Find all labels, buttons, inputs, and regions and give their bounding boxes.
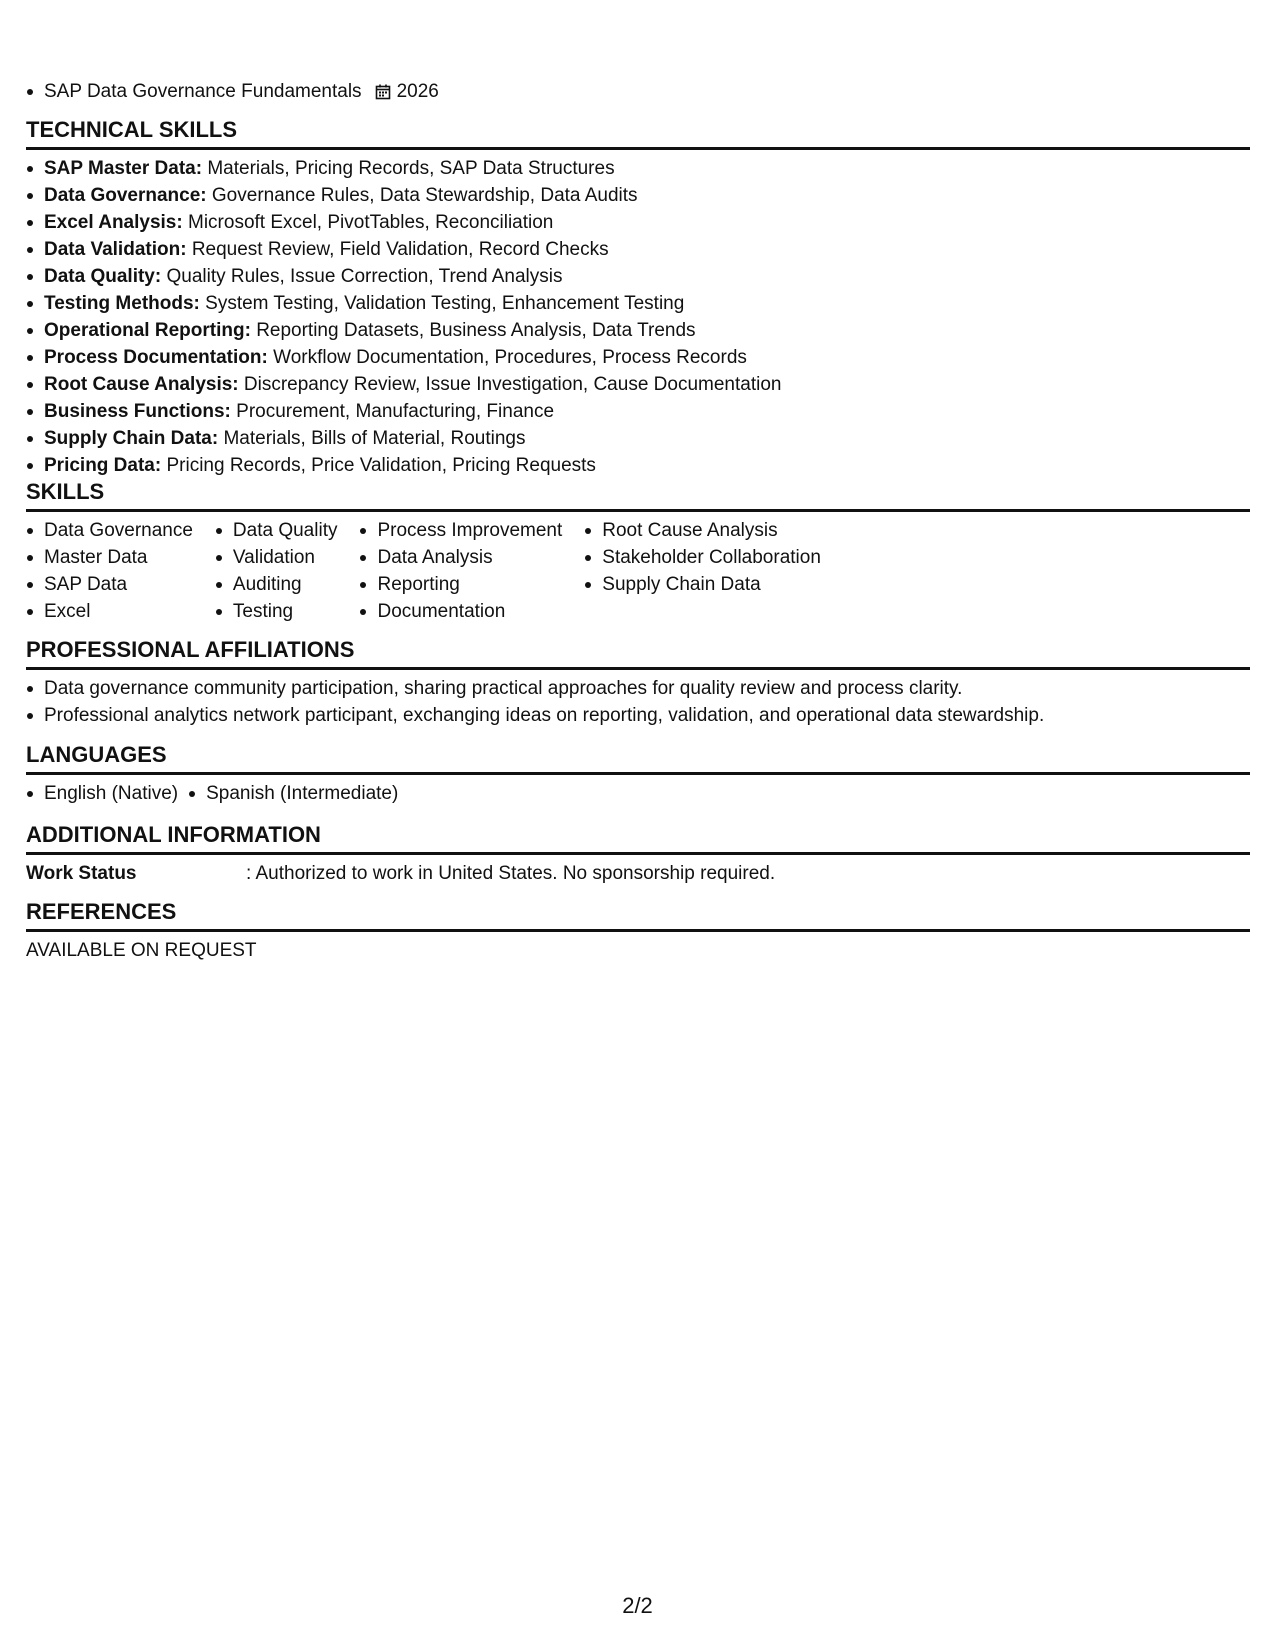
skills-column [215, 517, 338, 625]
technical-skill-item [44, 209, 1250, 236]
additional-info-section [26, 821, 1250, 887]
technical-skill-value: Materials, Pricing Records, SAP Data Structures [207, 158, 615, 179]
languages-list [26, 780, 1250, 807]
certification-item [44, 78, 439, 105]
technical-skill-label: Supply Chain Data: [44, 428, 219, 449]
skills-column [359, 517, 562, 625]
technical-skill-value: Request Review, Field Validation, Record Checks [191, 239, 609, 260]
skill-item: Validation [233, 544, 338, 571]
technical-skill-item [44, 290, 1250, 317]
technical-skill-value: Quality Rules, Issue Correction, Trend Analysis [166, 266, 563, 287]
technical-skill-value: Discrepancy Review, Issue Investigation, Cause Documentation [243, 374, 782, 395]
technical-skill-value: Procurement, Manufacturing, Finance [236, 401, 555, 422]
technical-skill-item [44, 317, 1250, 344]
skills-column [584, 517, 821, 625]
technical-skills-list [26, 155, 1250, 479]
technical-skill-item [44, 371, 1250, 398]
skill-item: Data Governance [44, 517, 193, 544]
technical-skill-label: Business Functions: [44, 401, 231, 422]
skill-item: Reporting [377, 571, 562, 598]
technical-skills-section [26, 116, 1250, 479]
technical-skill-item [44, 344, 1250, 371]
language-item: Spanish (Intermediate) [206, 780, 398, 807]
affiliation-item: Data governance community participation, sharing practical approaches for quality review and process clarity. [44, 675, 1250, 702]
work-status-value: : Authorized to work in United States. No sponsorship required. [246, 863, 776, 884]
skill-item: Testing [233, 598, 338, 625]
technical-skill-label: SAP Master Data: [44, 158, 203, 179]
technical-skill-value: Governance Rules, Data Stewardship, Data Audits [211, 185, 638, 206]
technical-skill-value: Microsoft Excel, PivotTables, Reconciliation [188, 212, 554, 233]
skill-item: Root Cause Analysis [602, 517, 821, 544]
technical-skill-label: Excel Analysis: [44, 212, 183, 233]
references-section [26, 898, 1250, 964]
certification-name: SAP Data Governance Fundamentals [44, 81, 362, 102]
technical-skill-value: Materials, Bills of Material, Routings [223, 428, 526, 449]
additional-info-heading: ADDITIONAL INFORMATION [26, 821, 1250, 855]
affiliations-section [26, 636, 1250, 729]
work-status-label: Work Status [26, 863, 137, 884]
skill-item: Supply Chain Data [602, 571, 821, 598]
technical-skill-label: Data Validation: [44, 239, 187, 260]
technical-skill-item [44, 155, 1250, 182]
technical-skill-label: Root Cause Analysis: [44, 374, 239, 395]
skill-item: Auditing [233, 571, 338, 598]
skill-item: Master Data [44, 544, 193, 571]
technical-skill-value: Workflow Documentation, Procedures, Process Records [273, 347, 747, 368]
affiliations-list [26, 675, 1250, 729]
skill-item: Excel [44, 598, 193, 625]
technical-skill-label: Data Governance: [44, 185, 207, 206]
skill-item: SAP Data [44, 571, 193, 598]
technical-skill-item [44, 263, 1250, 290]
skill-item: Data Quality [233, 517, 338, 544]
affiliations-heading: PROFESSIONAL AFFILIATIONS [26, 636, 1250, 670]
calendar-icon [375, 84, 391, 100]
technical-skill-item [44, 182, 1250, 209]
page-number: 2/2 [622, 1593, 653, 1618]
skills-section [26, 478, 1250, 625]
languages-section [26, 741, 1250, 807]
technical-skill-value: System Testing, Validation Testing, Enhancement Testing [205, 293, 685, 314]
technical-skill-label: Testing Methods: [44, 293, 200, 314]
skills-column [26, 517, 193, 625]
skill-item: Stakeholder Collaboration [602, 544, 821, 571]
references-heading: REFERENCES [26, 898, 1250, 932]
work-status-row [26, 860, 1250, 887]
skills-columns [26, 517, 1250, 625]
technical-skill-value: Reporting Datasets, Business Analysis, Data Trends [256, 320, 696, 341]
technical-skill-label: Pricing Data: [44, 455, 162, 476]
languages-heading: LANGUAGES [26, 741, 1250, 775]
skills-heading: SKILLS [26, 478, 1250, 512]
affiliation-item: Professional analytics network participant, exchanging ideas on reporting, validation, and operational data stewardship. [44, 702, 1250, 729]
technical-skill-label: Operational Reporting: [44, 320, 251, 341]
skill-item: Process Improvement [377, 517, 562, 544]
certification-year: 2026 [396, 81, 439, 102]
technical-skill-item [44, 398, 1250, 425]
skill-item: Data Analysis [377, 544, 562, 571]
technical-skill-item [44, 452, 1250, 479]
language-item: English (Native) [44, 780, 178, 807]
technical-skill-label: Process Documentation: [44, 347, 268, 368]
skill-item: Documentation [377, 598, 562, 625]
technical-skills-heading: TECHNICAL SKILLS [26, 116, 1250, 150]
technical-skill-label: Data Quality: [44, 266, 162, 287]
references-text: AVAILABLE ON REQUEST [26, 940, 257, 961]
technical-skill-item [44, 425, 1250, 452]
technical-skill-item [44, 236, 1250, 263]
technical-skill-value: Pricing Records, Price Validation, Pricing Requests [166, 455, 596, 476]
certification-list [26, 78, 439, 105]
